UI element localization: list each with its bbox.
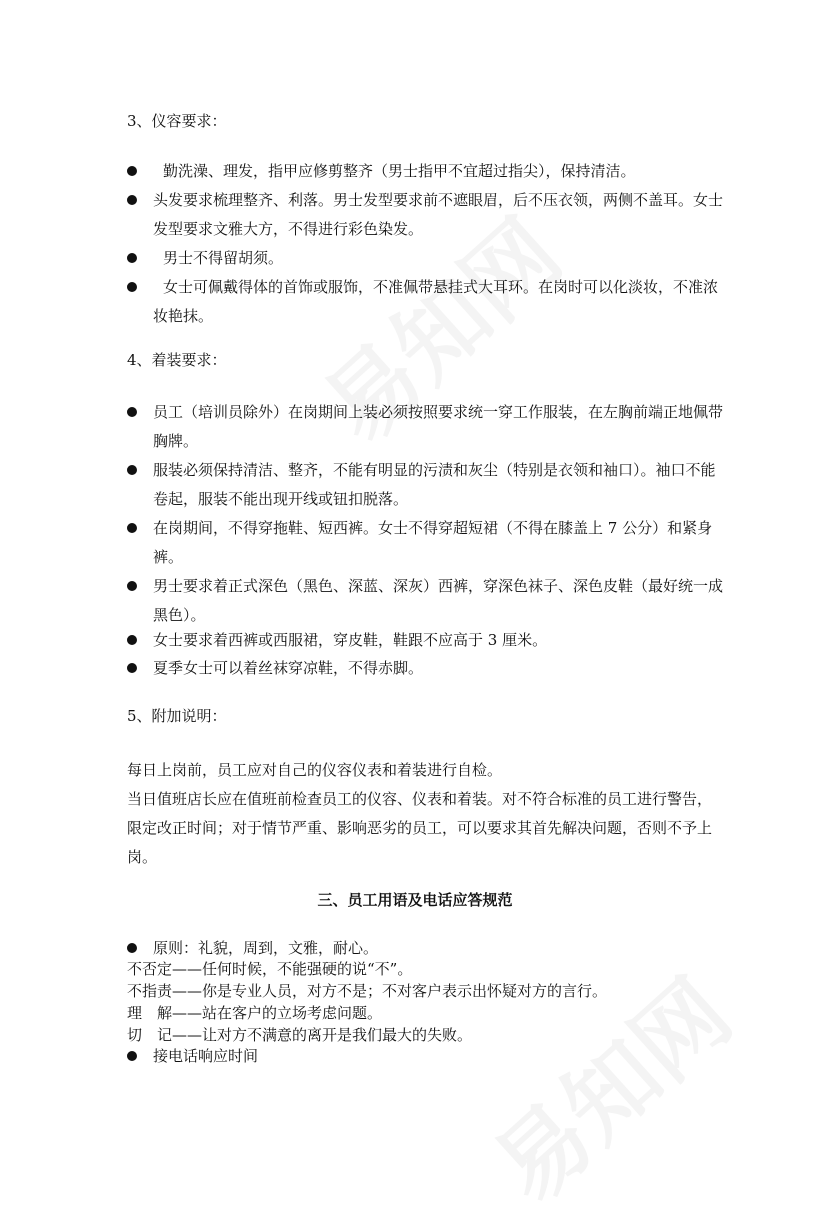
list-item-text: 原则：礼貌，周到，文雅，耐心。 [153, 939, 379, 957]
section-heading-appearance: 3、仪容要求： [127, 112, 227, 130]
bullet-icon [127, 465, 137, 475]
list-item-text: 夏季女士可以着丝袜穿凉鞋，不得赤脚。 [153, 659, 424, 677]
section-title: 三、员工用语及电话应答规范 [317, 891, 513, 909]
bullet-icon [127, 635, 137, 645]
bullet-icon [127, 663, 137, 673]
list-item [127, 626, 727, 655]
list-item-text: 女士可佩戴得体的首饰或服饰，不准佩带悬挂式大耳环。在岗时可以化淡妆，不准浓妆艳抹。 [153, 278, 719, 325]
bullet-icon [127, 195, 137, 205]
list-item [127, 186, 727, 244]
list-item-text: 服装必须保持清洁、整齐，不能有明显的污渍和灰尘（特别是衣领和袖口）。袖口不能卷起，服装不能出现开线或钮扣脱落。 [153, 461, 716, 508]
paragraph: 每日上岗前，员工应对自己的仪容仪表和着装进行自检。 [127, 761, 503, 779]
list-item [127, 398, 727, 456]
list-item-text: 男士不得留胡须。 [163, 249, 284, 267]
list-item [127, 654, 727, 683]
bullet-icon [127, 166, 137, 176]
list-item [127, 514, 727, 572]
text-line: 不否定——任何时候，不能强硬的说“不”。 [127, 960, 413, 978]
list-item-text: 男士要求着正式深色（黑色、深蓝、深灰）西裤，穿深色袜子、深色皮鞋（最好统一成黑色）。 [153, 577, 724, 624]
bullet-icon [127, 282, 137, 292]
list-item-text: 女士要求着西裤或西服裙，穿皮鞋，鞋跟不应高于 3 厘米。 [153, 631, 548, 649]
list-item [127, 1046, 258, 1066]
paragraph: 当日值班店长应在值班前检查员工的仪容、仪表和着装。对不符合标准的员工进行警告，限定改正时间；对于情节严重、影响恶劣的员工，可以要求其首先解决问题，否则不予上岗。 [127, 790, 713, 866]
list-item-text: 在岗期间，不得穿拖鞋、短西裤。女士不得穿超短裙（不得在膝盖上 7 公分）和紧身裤。 [153, 519, 713, 566]
list-item-text: 员工（培训员除外）在岗期间上装必须按照要求统一穿工作服装，在左胸前端正地佩带胸牌。 [153, 403, 724, 450]
bullet-icon [127, 407, 137, 417]
section-heading-dress: 4、着装要求： [127, 351, 227, 369]
bullet-icon [127, 581, 137, 591]
list-item [127, 273, 727, 331]
list-item [127, 572, 727, 630]
list-item [127, 157, 727, 186]
text-line: 切 记——让对方不满意的离开是我们最大的失败。 [127, 1026, 473, 1044]
text-line: 不指责——你是专业人员，对方不是；不对客户表示出怀疑对方的言行。 [127, 982, 608, 1000]
section-heading-notes: 5、附加说明： [127, 707, 227, 725]
bullet-icon [127, 523, 137, 533]
list-item-text: 勤洗澡、理发，指甲应修剪整齐（男士指甲不宜超过指尖），保持清洁。 [163, 162, 636, 180]
list-item [127, 244, 727, 273]
list-item [127, 938, 378, 958]
bullet-icon [127, 253, 137, 263]
bullet-icon [127, 943, 137, 953]
text-line: 理 解——站在客户的立场考虑问题。 [127, 1004, 383, 1022]
list-item [127, 456, 727, 514]
list-item-text: 头发要求梳理整齐、利落。男士发型要求前不遮眼眉，后不压衣领，两侧不盖耳。女士发型要求文雅大方，不得进行彩色染发。 [153, 191, 724, 238]
bullet-icon [127, 1051, 137, 1061]
list-item-text: 接电话响应时间 [153, 1047, 259, 1065]
